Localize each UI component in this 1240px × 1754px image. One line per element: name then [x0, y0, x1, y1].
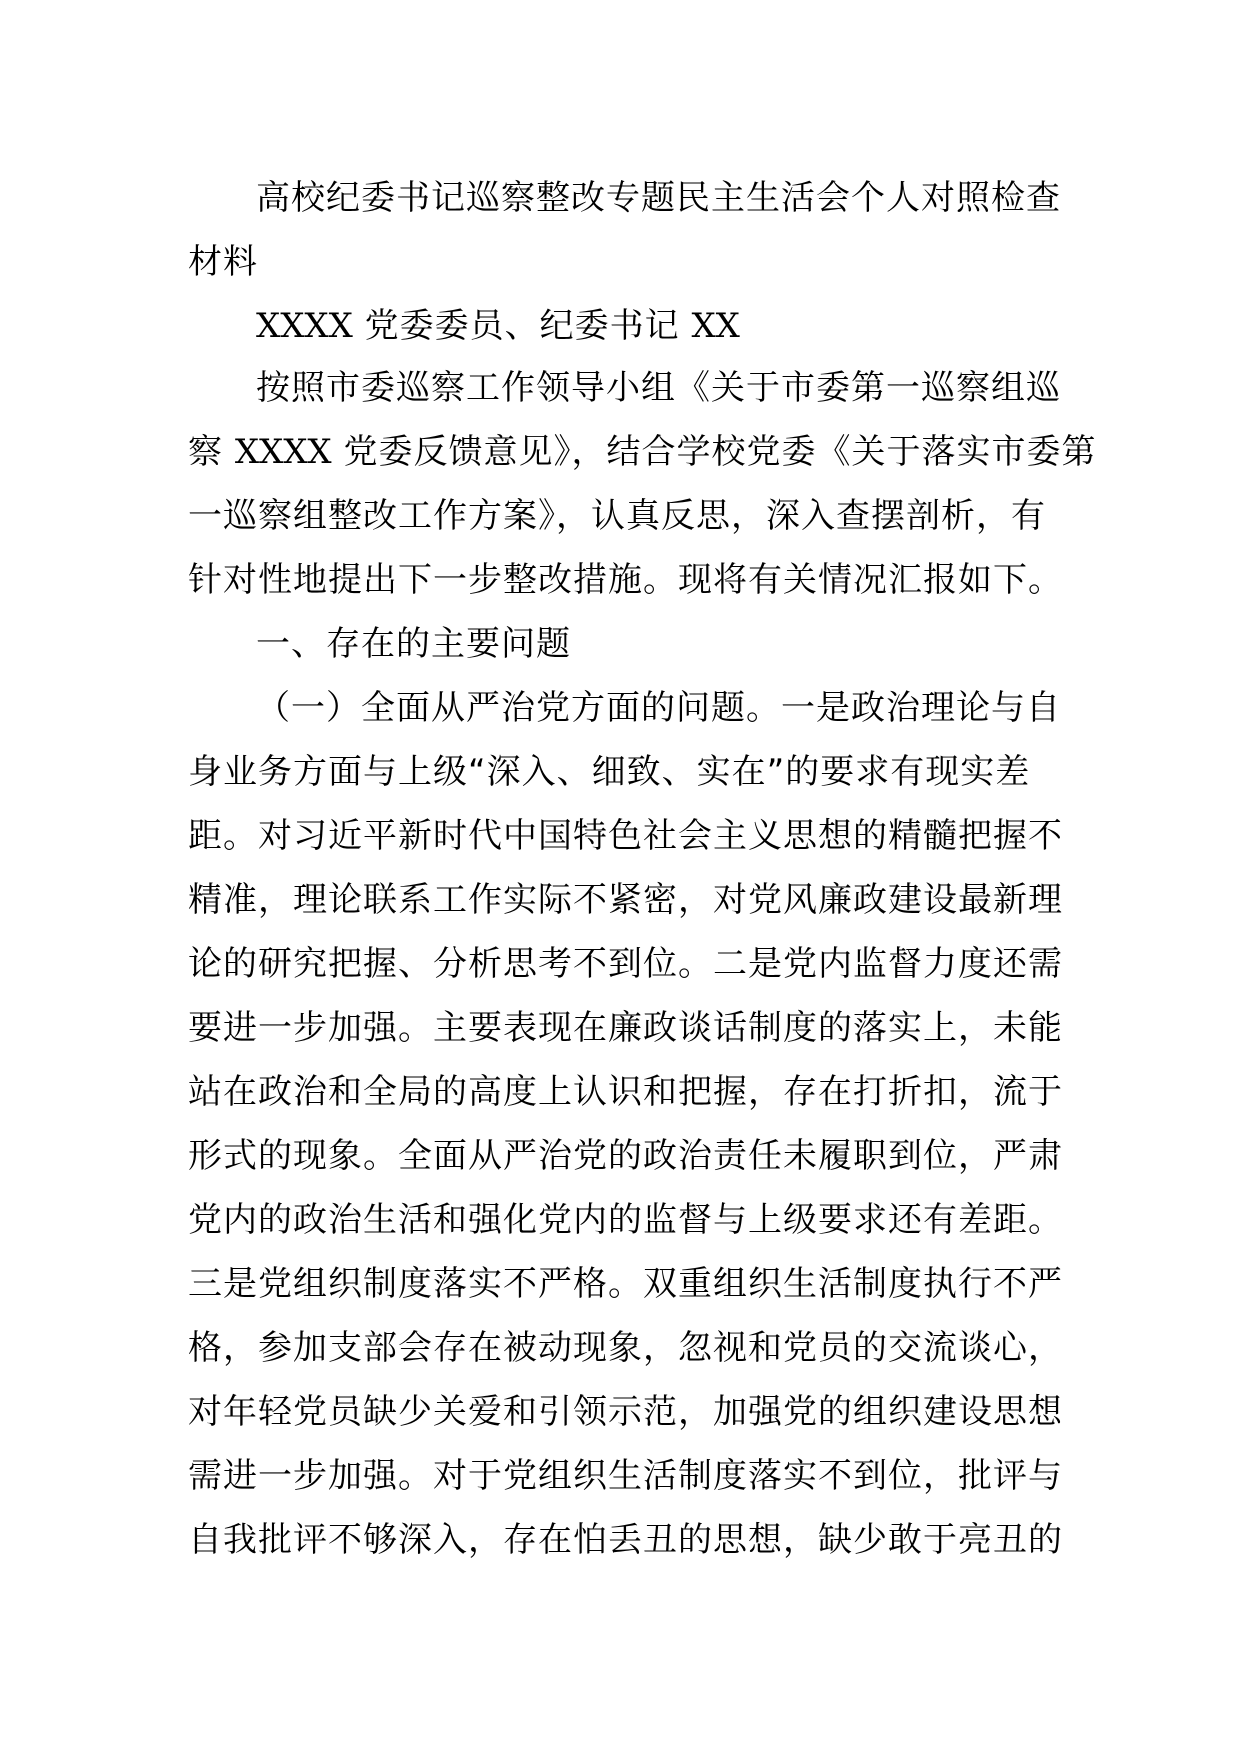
section1-line-7: 站在政治和全局的高度上认识和把握，存在打折扣，流于 — [188, 1072, 1063, 1112]
section1-line-5: 论的研究把握、分析思考不到位。二是党内监督力度还需 — [188, 944, 1063, 984]
author-org: XXXX — [256, 306, 353, 346]
author-role: 党委委员、纪委书记 — [364, 306, 680, 346]
document-title-line-2: 材料 — [188, 242, 258, 282]
intro-line-4: 针对性地提出下一步整改措施。现将有关情况汇报如下。 — [188, 560, 1063, 600]
section1-line-11: 格，参加支部会存在被动现象，忽视和党员的交流谈心， — [188, 1328, 1063, 1368]
section1-heading: 一、存在的主要问题 — [256, 624, 571, 664]
author-name: XX — [691, 306, 740, 346]
intro-line-3: 一巡察组整改工作方案》，认真反思，深入查摆剖析，有 — [188, 496, 1046, 536]
section1-line-3: 距。对习近平新时代中国特色社会主义思想的精髓把握不 — [188, 816, 1063, 856]
section1-line-13: 需进一步加强。对于党组织生活制度落实不到位，批评与 — [188, 1456, 1063, 1496]
section1-line-8: 形式的现象。全面从严治党的政治责任未履职到位，严肃 — [188, 1136, 1063, 1176]
intro-line-2-end: 党委反馈意见》，结合学校党委《关于落实市委第 — [343, 432, 1097, 472]
intro-line-2-org: XXXX — [234, 432, 332, 472]
intro-line-2-start: 察 — [188, 432, 223, 472]
section1-line-1: （一）全面从严治党方面的问题。一是政治理论与自 — [256, 688, 1061, 728]
section1-line-10: 三是党组织制度落实不严格。双重组织生活制度执行不严 — [188, 1264, 1063, 1304]
intro-line-1: 按照市委巡察工作领导小组《关于市委第一巡察组巡 — [256, 368, 1061, 408]
section1-line-9: 党内的政治生活和强化党内的监督与上级要求还有差距。 — [188, 1200, 1063, 1240]
section1-line-4: 精准，理论联系工作实际不紧密，对党风廉政建设最新理 — [188, 880, 1063, 920]
intro-line-2 — [188, 432, 1097, 472]
document-title-line-1: 高校纪委书记巡察整改专题民主生活会个人对照检查 — [256, 178, 1061, 218]
section1-line-14: 自我批评不够深入，存在怕丢丑的思想，缺少敢于亮丑的 — [188, 1520, 1063, 1560]
section1-line-12: 对年轻党员缺少关爱和引领示范，加强党的组织建设思想 — [188, 1392, 1063, 1432]
section1-line-2: 身业务方面与上级“深入、细致、实在”的要求有现实差 — [188, 752, 1031, 792]
section1-line-6: 要进一步加强。主要表现在廉政谈话制度的落实上，未能 — [188, 1008, 1063, 1048]
author-line — [256, 306, 1068, 346]
